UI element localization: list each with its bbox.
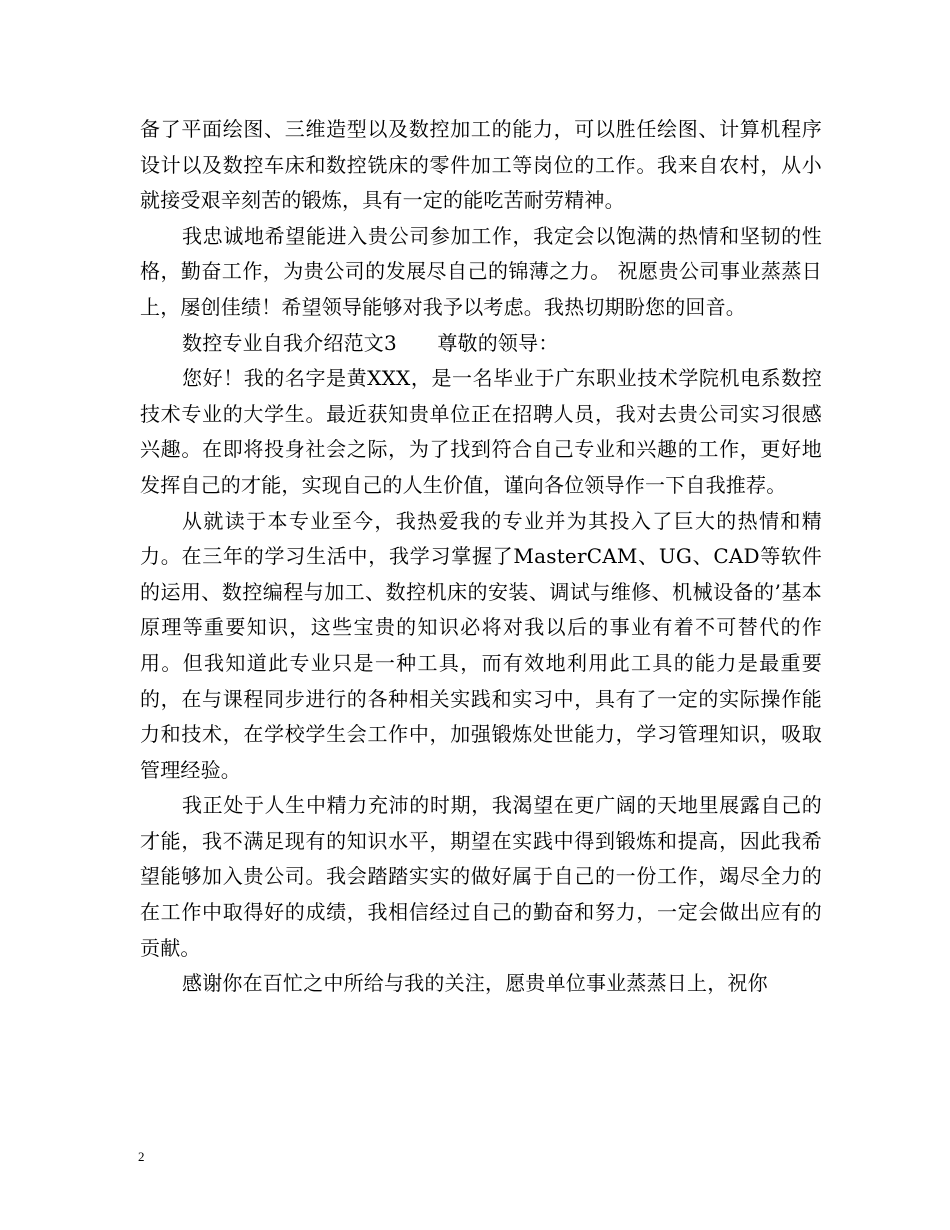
page-number: 2 <box>138 1149 145 1164</box>
paragraph-introduction: 您好！我的名字是黄XXX，是一名毕业于广东职业技术学院机电系数控技术专业的大学生。最近获知贵单位正在招聘人员，我对去贵公司实习很感兴趣。在即将投身社会之际，为了找到符合自己专业和兴趣的工作，更好地发挥自己的才能，实现自己的人生价值，谨向各位领导作一下自我推荐。 <box>140 366 822 497</box>
paragraph-skills-continued: 备了平面绘图、三维造型以及数控加工的能力，可以胜任绘图、计算机程序设计以及数控车床和数控铣床的零件加工等岗位的工作。我来自农村，从小就接受艰辛刻苦的锻炼，具有一定的能吃苦耐劳精神。 <box>140 117 822 213</box>
paragraph-aspiration: 我正处于人生中精力充沛的时期，我渴望在更广阔的天地里展露自己的才能，我不满足现有的知识水平，期望在实践中得到锻炼和提高，因此我希望能够加入贵公司。我会踏踏实实的做好属于自己的一份工作，竭尽全力的在工作中取得好的成绩，我相信经过自己的勤奋和努力，一定会做出应有的贡献。 <box>140 793 822 960</box>
document-body <box>140 112 822 1002</box>
section-heading-sample-3: 数控专业自我介绍范文3 尊敬的领导： <box>182 330 559 355</box>
paragraph-closing-wish: 我忠诚地希望能进入贵公司参加工作，我定会以饱满的热情和坚韧的性格，勤奋工作，为贵公司的发展尽自己的锦薄之力。 祝愿贵公司事业蒸蒸日上，屡创佳绩！希望领导能够对我予以考虑。我热切期盼您的回音。 <box>140 223 822 319</box>
paragraph-study-experience: 从就读于本专业至今，我热爱我的专业并为其投入了巨大的热情和精力。在三年的学习生活中，我学习掌握了MasterCAM、UG、CAD等软件的运用、数控编程与加工、数控机床的安装、调试与维修、机械设备的’基本原理等重要知识，这些宝贵的知识必将对我以后的事业有着不可替代的作用。但我知道此专业只是一种工具，而有效地利用此工具的能力是最重要的，在与课程同步进行的各种相关实践和实习中，具有了一定的实际操作能力和技术，在学校学生会工作中，加强锻炼处世能力，学习管理知识，吸取管理经验。 <box>140 508 822 782</box>
paragraph-thanks: 感谢你在百忙之中所给与我的关注，愿贵单位事业蒸蒸日上，祝你 <box>182 971 768 996</box>
